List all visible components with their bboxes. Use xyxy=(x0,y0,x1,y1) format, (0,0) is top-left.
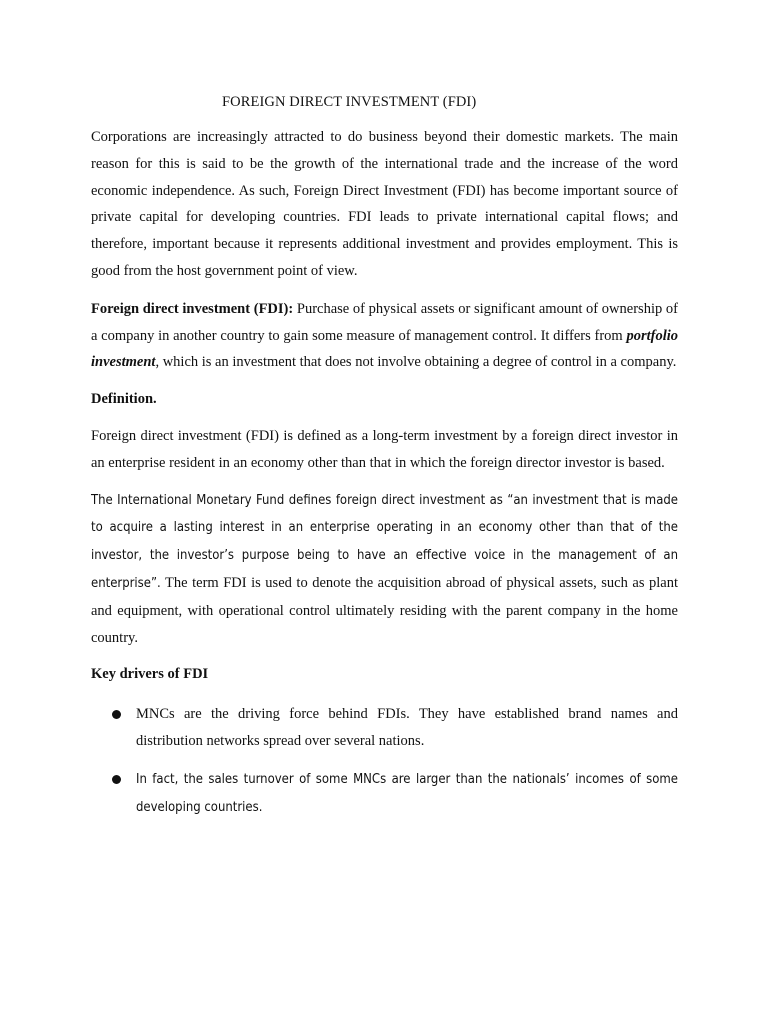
key-drivers-list xyxy=(91,701,678,821)
fdi-text-2: , which is an investment that does not involve obtaining a degree of control in a company. xyxy=(155,354,677,371)
list-item xyxy=(91,701,678,755)
definition-heading: Definition. xyxy=(91,391,157,408)
imf-quote: The International Monetary Fund defines foreign direct investment as “an investment that is made to acquire a lasting interest in an enterprise operating in an economy other than that of the investor, the investor’s purpose being to have an effective voice in the management of an enterprise”. xyxy=(91,492,678,591)
fdi-definition-paragraph xyxy=(91,296,678,376)
definition-paragraph: Foreign direct investment (FDI) is defined as a long-term investment by a foreign direct investor in an enterprise resident in an economy other than that in which the foreign director investor is based. xyxy=(91,427,678,471)
document-title: FOREIGN DIRECT INVESTMENT (FDI) xyxy=(222,94,477,110)
key-driver-text: MNCs are the driving force behind FDIs. They have established brand names and distribution networks spread over several nations. xyxy=(136,706,678,749)
document-body xyxy=(91,91,678,832)
intro-paragraph: Corporations are increasingly attracted to do business beyond their domestic markets. The main reason for this is said to be the growth of the international trade and the increase of the word economic independence. As such, Foreign Direct Investment (FDI) has become important source of private capital for developing countries. FDI leads to private international capital flows; and therefore, important because it represents additional investment and provides employment. This is good from the host government point of view. xyxy=(91,129,678,279)
fdi-term: Foreign direct investment (FDI): xyxy=(91,300,294,317)
fdi-text-1: Purchase of physical assets or significant amount of ownership of a company in another country to gain some measure of management control. It differs from xyxy=(91,300,678,344)
imf-rest: The term FDI is used to denote the acquisition abroad of physical assets, such as plant and equipment, with operational control ultimately residing with the parent company in the home country. xyxy=(91,574,678,646)
key-drivers-heading: Key drivers of FDI xyxy=(91,666,209,683)
imf-paragraph xyxy=(91,487,678,652)
list-item xyxy=(91,766,678,822)
portfolio-investment-emphasis: portfolio investment xyxy=(91,327,678,371)
bullet-icon xyxy=(112,775,121,784)
bullet-icon xyxy=(112,710,121,719)
key-driver-text: In fact, the sales turnover of some MNCs are larger than the nationals’ incomes of some developing countries. xyxy=(136,771,678,815)
